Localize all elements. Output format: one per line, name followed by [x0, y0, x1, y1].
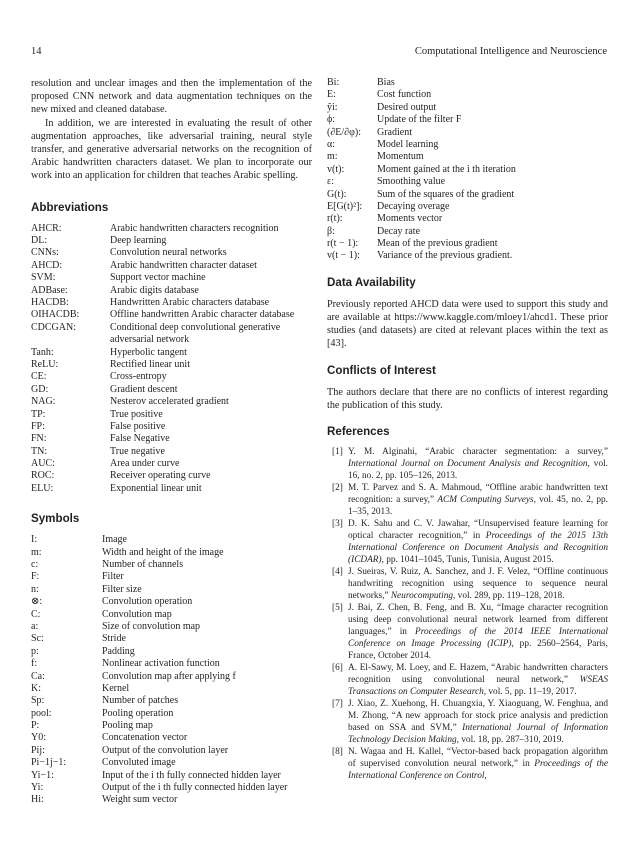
glossary-row [31, 371, 312, 383]
glossary-definition: Offline handwritten Arabic character database [110, 309, 295, 321]
glossary-row [327, 250, 608, 262]
glossary-row [31, 770, 312, 782]
glossary-definition: Update of the filter F [377, 114, 462, 126]
glossary-term: HACDB: [31, 296, 69, 308]
reference-item [327, 482, 608, 518]
glossary-definition: Rectified linear unit [110, 358, 190, 370]
glossary-definition: Convoluted image [102, 757, 176, 769]
glossary-term: m: [327, 151, 338, 163]
glossary-row [327, 176, 608, 188]
glossary-term: c: [31, 559, 39, 571]
glossary-term: a: [31, 620, 39, 632]
glossary-definition: Deep learning [110, 235, 167, 247]
glossary-definition: Padding [102, 645, 135, 657]
glossary-row [31, 584, 312, 596]
glossary-term: AHCR: [31, 222, 62, 234]
glossary-term: r(t): [327, 213, 343, 225]
glossary-row [327, 139, 608, 151]
glossary-definition: Convolution neural networks [110, 247, 227, 259]
glossary-term: ⊗: [31, 596, 43, 608]
glossary-row [31, 596, 312, 608]
intro-paragraph-1: resolution and unclear images and then the implementation of the proposed CNN network and data augmentation techniques on the new mixed and cleaned database. [31, 78, 312, 116]
glossary-row [31, 359, 312, 371]
glossary-row [327, 238, 608, 250]
page-number: 14 [31, 46, 42, 57]
reference-item [327, 746, 608, 782]
glossary-definition: Number of channels [102, 559, 184, 571]
glossary-row [31, 621, 312, 633]
glossary-row [31, 235, 312, 247]
glossary-row [31, 671, 312, 683]
glossary-row [327, 164, 608, 176]
glossary-definition: Area under curve [110, 458, 180, 470]
reference-item [327, 602, 608, 662]
glossary-definition: Arabic handwritten character dataset [110, 259, 257, 271]
glossary-row [31, 646, 312, 658]
reference-number: [1] [332, 447, 343, 458]
glossary-row [31, 458, 312, 470]
glossary-term: Ca: [31, 670, 45, 682]
symbols-heading: Symbols [31, 512, 80, 526]
glossary-definition: True positive [110, 408, 163, 420]
reference-authors-title: M. T. Parvez and S. A. Mahmoud, “Offline arabic handwritten text recognition: a survey,” [348, 483, 608, 506]
glossary-row [327, 226, 608, 238]
glossary-definition: Convolution map [102, 608, 172, 620]
glossary-row [31, 720, 312, 732]
references-list [327, 446, 608, 782]
reference-number: [2] [332, 483, 343, 494]
glossary-definition: Concatenation vector [102, 732, 188, 744]
glossary-definition: Support vector machine [110, 272, 206, 284]
glossary-definition: False positive [110, 420, 166, 432]
glossary-definition: False Negative [110, 433, 170, 445]
glossary-definition: Smoothing value [377, 176, 446, 188]
glossary-term: Sc: [31, 633, 44, 645]
glossary-row [31, 322, 312, 347]
reference-authors-title: N. Wagaa and H. Kallel, “Vector-based back propagation algorithm of supervised convolution neural network,” in [348, 747, 608, 770]
glossary-term: ReLU: [31, 358, 59, 370]
conflicts-heading: Conflicts of Interest [327, 363, 436, 377]
glossary-row [327, 201, 608, 213]
glossary-definition: Pooling operation [102, 707, 174, 719]
glossary-row [31, 384, 312, 396]
right-column [327, 77, 608, 782]
reference-number: [4] [332, 567, 343, 578]
glossary-term: FN: [31, 433, 47, 445]
glossary-term: AHCD: [31, 259, 63, 271]
glossary-row [31, 571, 312, 583]
reference-details: , vol. 18, pp. 287–310, 2019. [456, 735, 564, 746]
reference-item [327, 698, 608, 746]
glossary-row [327, 213, 608, 225]
glossary-term: ROC: [31, 470, 55, 482]
symbols-list [31, 534, 312, 807]
glossary-row [31, 695, 312, 707]
glossary-row [31, 534, 312, 546]
reference-venue: International Journal on Document Analysis and Recognition [348, 459, 588, 470]
glossary-definition: Handwritten Arabic characters database [110, 296, 270, 308]
reference-item [327, 662, 608, 698]
glossary-definition: Width and height of the image [102, 546, 224, 558]
glossary-definition: Momentum [377, 151, 424, 163]
glossary-definition: Stride [102, 633, 126, 645]
reference-authors-title: Y. M. Alginahi, “Arabic character segmentation: a survey,” [348, 447, 608, 458]
glossary-term: f: [31, 658, 38, 670]
reference-venue: International Journal of Information Technology Decision Making [348, 723, 609, 746]
glossary-definition: Kernel [102, 682, 130, 694]
glossary-definition: Arabic digits database [110, 284, 199, 296]
glossary-definition: Cross-entropy [110, 371, 167, 383]
reference-number: [7] [332, 699, 343, 710]
glossary-term: (∂E/∂φ): [327, 126, 361, 138]
glossary-definition: Convolution map after applying f [102, 670, 236, 682]
reference-venue: Proceedings of the 2014 IEEE International Conference on Image Processing (ICIP) [348, 627, 608, 650]
reference-number: [6] [332, 663, 343, 674]
glossary-term: AUC: [31, 458, 55, 470]
glossary-definition: Model learning [377, 138, 439, 150]
glossary-row [327, 127, 608, 139]
glossary-row [31, 559, 312, 571]
symbols-list-continued [327, 77, 608, 263]
glossary-term: Y0: [31, 732, 46, 744]
glossary-row [327, 77, 608, 89]
glossary-row [31, 547, 312, 559]
reference-authors-title: J. Bai, Z. Chen, B. Feng, and B. Xu, “Image character recognition using deep convolutional neural network learned from different languages,” in [348, 603, 608, 638]
reference-authors-title: D. K. Sahu and C. V. Jawahar, “Unsupervised feature learning for optical character recognition,” in [348, 519, 608, 542]
reference-details: , pp. 1041–1045, Tunis, Tunisia, August 2015. [381, 555, 554, 566]
glossary-term: Tanh: [31, 346, 54, 358]
glossary-term: P: [31, 720, 40, 732]
glossary-term: SVM: [31, 272, 56, 284]
glossary-row [327, 189, 608, 201]
glossary-definition: Pooling map [102, 720, 153, 732]
glossary-definition: Size of convolution map [102, 620, 201, 632]
glossary-row [31, 260, 312, 272]
glossary-term: Bi: [327, 77, 340, 88]
reference-venue: WSEAS Transactions on Computer Research [348, 675, 608, 698]
glossary-row [31, 633, 312, 645]
glossary-definition: Weight sum vector [102, 794, 178, 806]
glossary-term: I: [31, 534, 38, 546]
glossary-term: E[G(t)²]: [327, 200, 363, 212]
glossary-term: ε: [327, 176, 334, 188]
glossary-row [31, 708, 312, 720]
glossary-definition: Nonlinear activation function [102, 658, 220, 670]
glossary-definition: Filter size [102, 583, 142, 595]
glossary-row [31, 347, 312, 359]
glossary-definition: Moments vector [377, 213, 443, 225]
reference-authors-title: A. El-Sawy, M. Loey, and E. Hazem, “Arabic handwritten characters recognition using convolutional neural network,” [348, 663, 608, 686]
glossary-term: p: [31, 645, 39, 657]
glossary-row [31, 272, 312, 284]
reference-item [327, 566, 608, 602]
reference-details: , vol. 45, no. 2, pp. 1–35, 2013. [348, 495, 608, 518]
glossary-row [31, 396, 312, 408]
reference-venue: Proceedings of the International Conference on Control, [348, 759, 608, 782]
glossary-term: v(t): [327, 163, 345, 175]
glossary-definition: Output of the convolution layer [102, 744, 229, 756]
reference-number: [8] [332, 747, 343, 758]
glossary-definition: Moment gained at the i th iteration [377, 163, 516, 175]
glossary-definition: Receiver operating curve [110, 470, 211, 482]
glossary-row [31, 757, 312, 769]
glossary-definition: Mean of the previous gradient [377, 238, 498, 250]
glossary-definition: Convolution operation [102, 596, 193, 608]
references-heading: References [327, 425, 390, 439]
glossary-row [327, 114, 608, 126]
reference-number: [5] [332, 603, 343, 614]
left-column [31, 77, 312, 807]
glossary-term: Yi: [31, 782, 44, 794]
glossary-row [31, 309, 312, 321]
glossary-term: NAG: [31, 396, 56, 408]
glossary-term: pool: [31, 707, 52, 719]
glossary-term: FP: [31, 420, 45, 432]
glossary-term: r(t − 1): [327, 238, 359, 250]
glossary-term: CE: [31, 371, 47, 383]
glossary-term: E: [327, 89, 336, 101]
glossary-term: Hi: [31, 794, 44, 806]
glossary-term: Pi−1j−1: [31, 757, 67, 769]
reference-venue: ACM Computing Surveys [437, 495, 534, 506]
glossary-definition: Decaying overage [377, 200, 450, 212]
glossary-definition: Conditional deep convolutional generative adversarial network [110, 321, 281, 346]
glossary-row [31, 433, 312, 445]
glossary-definition: Variance of the previous gradient. [377, 250, 513, 262]
glossary-term: β: [327, 225, 335, 237]
glossary-definition: Image [102, 534, 127, 546]
intro-paragraph-2: In addition, we are interested in evaluating the result of other augmentation approaches, like adversarial training, neural style transfer, and generative adversarial networks on the recognition of Arabic handwritten characters dataset. We plan to incorporate our work into an application for children that teaches Arabic spelling. [31, 117, 312, 182]
glossary-term: TN: [31, 445, 48, 457]
glossary-row [31, 247, 312, 259]
glossary-term: n: [31, 583, 39, 595]
glossary-term: OIHACDB: [31, 309, 80, 321]
reference-details: , vol. 5, pp. 11–19, 2017. [483, 687, 577, 698]
glossary-term: CDCGAN: [31, 321, 77, 333]
glossary-row [31, 470, 312, 482]
glossary-definition: Exponential linear unit [110, 482, 202, 494]
glossary-term: DL: [31, 235, 48, 247]
journal-name: Computational Intelligence and Neuroscience [414, 46, 607, 57]
glossary-term: G(t): [327, 188, 347, 200]
reference-details: , pp. 2560–2564, Paris, France, October 2014. [348, 639, 608, 662]
glossary-term: ϕ: [327, 114, 336, 126]
glossary-row [31, 782, 312, 794]
glossary-term: m: [31, 546, 42, 558]
glossary-term: CNNs: [31, 247, 59, 259]
glossary-definition: Nesterov accelerated gradient [110, 396, 229, 408]
glossary-definition: Sum of the squares of the gradient [377, 188, 515, 200]
glossary-definition: True negative [110, 445, 165, 457]
glossary-definition: Filter [102, 571, 124, 583]
glossary-row [31, 794, 312, 806]
glossary-term: α: [327, 138, 336, 150]
reference-details: , vol. 16, no. 2, pp. 105–126, 2013. [348, 459, 608, 482]
glossary-row [327, 89, 608, 101]
glossary-definition: Number of patches [102, 695, 179, 707]
glossary-row [31, 609, 312, 621]
glossary-term: ŷi: [327, 101, 338, 113]
reference-item [327, 518, 608, 566]
glossary-term: GD: [31, 383, 49, 395]
glossary-definition: Cost function [377, 89, 432, 101]
glossary-row [31, 223, 312, 235]
glossary-row [327, 151, 608, 163]
page-header [31, 46, 607, 58]
abbreviations-list [31, 223, 312, 496]
glossary-row [31, 745, 312, 757]
reference-details: , vol. 289, pp. 119–128, 2018. [453, 591, 565, 602]
reference-item [327, 446, 608, 482]
glossary-definition: Decay rate [377, 225, 421, 237]
glossary-definition: Gradient descent [110, 383, 178, 395]
glossary-definition: Hyperbolic tangent [110, 346, 187, 358]
glossary-definition: Bias [377, 77, 395, 88]
glossary-row [327, 102, 608, 114]
reference-authors-title: J. Xiao, Z. Xuehong, H. Chuangxia, Y. Xiaoguang, W. Fenghua, and M. Zhong, “A new approach for stock price analysis and prediction based on SSA and SVM,” [348, 699, 608, 734]
reference-number: [3] [332, 519, 343, 530]
glossary-definition: Desired output [377, 101, 437, 113]
glossary-row [31, 409, 312, 421]
glossary-definition: Input of the i th fully connected hidden layer [102, 769, 281, 781]
glossary-row [31, 683, 312, 695]
glossary-term: ADBase: [31, 284, 68, 296]
glossary-row [31, 483, 312, 495]
glossary-definition: Output of the i th fully connected hidden layer [102, 782, 288, 794]
glossary-row [31, 446, 312, 458]
data-availability-text: Previously reported AHCD data were used to support this study and are available at https://www.kaggle.com/mloey1/ahcd1. These prior studies (and datasets) are cited at relevant places within the text as [43]. [327, 298, 608, 350]
glossary-term: v(t − 1): [327, 250, 360, 262]
abbreviations-heading: Abbreviations [31, 200, 109, 214]
glossary-definition: Gradient [377, 126, 412, 138]
glossary-row [31, 421, 312, 433]
glossary-term: C: [31, 608, 41, 620]
conflicts-text: The authors declare that there are no conflicts of interest regarding the publication of this study. [327, 386, 608, 411]
glossary-term: Sp: [31, 695, 45, 707]
glossary-term: TP: [31, 408, 46, 420]
glossary-definition: Arabic handwritten characters recognition [110, 222, 279, 234]
glossary-row [31, 285, 312, 297]
glossary-term: F: [31, 571, 40, 583]
glossary-row [31, 297, 312, 309]
glossary-term: Yi−1: [31, 769, 54, 781]
glossary-row [31, 658, 312, 670]
reference-authors-title: J. Sueiras, V. Ruiz, A. Sanchez, and J. F. Velez, “Offline continuous handwriting recognition using sequence to sequence neural networks,” [348, 567, 608, 602]
data-availability-heading: Data Availability [327, 275, 416, 289]
glossary-term: ELU: [31, 482, 54, 494]
glossary-term: K: [31, 682, 41, 694]
reference-venue: Neurocomputing [390, 591, 454, 602]
reference-venue: Proceedings of the 2015 13th International Conference on Document Analysis and Recognition (ICDAR) [348, 531, 608, 566]
glossary-term: Pij: [31, 744, 45, 756]
glossary-row [31, 732, 312, 744]
